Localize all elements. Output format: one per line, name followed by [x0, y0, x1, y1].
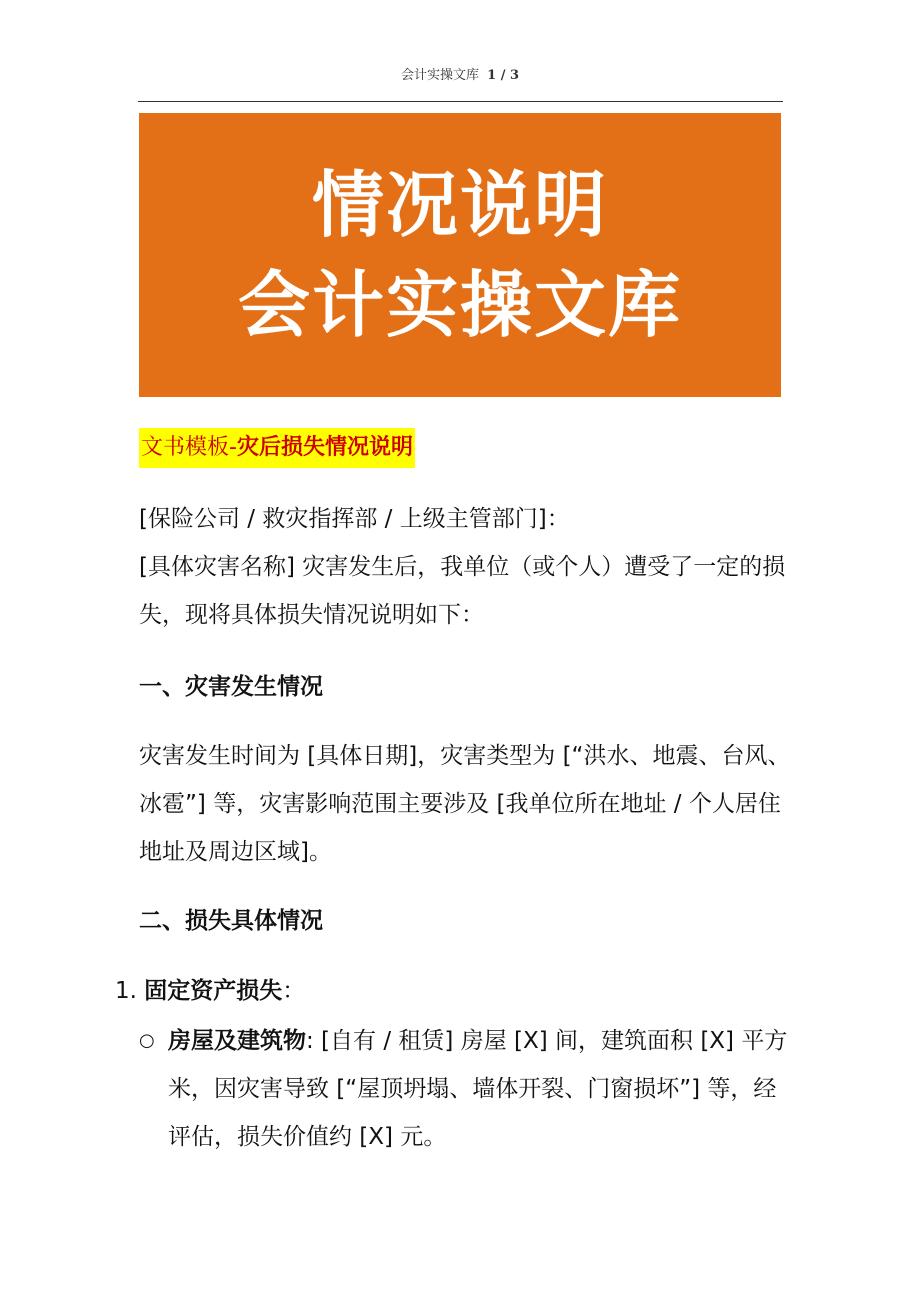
- document-title: [139, 428, 415, 468]
- banner-line-2: 会计实操文库: [237, 263, 682, 347]
- section1-body: [139, 732, 799, 876]
- sub-item-text: : [自有 / 租赁] 房屋 [X] 间，建筑面积 [X] 平方米，因灾害导致 [“屋顶坍塌、墙体开裂、门窗损坏”] 等，经评估，损失价值约 [X] 元。: [168, 1028, 788, 1150]
- section2-heading: 二、损失具体情况: [139, 908, 323, 934]
- title-main: 灾后损失情况说明: [236, 435, 413, 460]
- section1-paragraph: 灾害发生时间为 [具体日期]，灾害类型为 [“洪水、地震、台风、冰雹”] 等，灾害影响范围主要涉及 [我单位所在地址 / 个人居住地址及周边区域]。: [139, 743, 791, 865]
- header-doc-name: 会计实操文库: [400, 68, 479, 83]
- recipient-line: [保险公司 / 救灾指挥部 / 上级主管部门]：: [139, 506, 570, 532]
- list-item-fixed-assets: [115, 971, 305, 1011]
- title-prefix: 文书模板-: [141, 435, 237, 460]
- page-header: [0, 64, 920, 83]
- banner-line-1: 情况说明: [311, 163, 608, 247]
- header-page-number: 1 / 3: [487, 68, 520, 83]
- sub-item-label: 房屋及建筑物: [168, 1028, 306, 1054]
- sub-item-buildings: [168, 1017, 788, 1161]
- list-item-label: 固定资产损失: [144, 978, 283, 1004]
- list-item-number: 1.: [115, 978, 137, 1004]
- header-divider: [138, 101, 783, 102]
- list-item-colon: ：: [282, 978, 306, 1004]
- section1-heading: 一、灾害发生情况: [139, 674, 323, 700]
- recipient-block: [139, 495, 799, 639]
- intro-paragraph: [具体灾害名称] 灾害发生后，我单位（或个人）遭受了一定的损失，现将具体损失情况说明如下：: [139, 554, 786, 628]
- circle-bullet-icon: ○: [139, 1030, 155, 1051]
- cover-banner: [139, 113, 781, 397]
